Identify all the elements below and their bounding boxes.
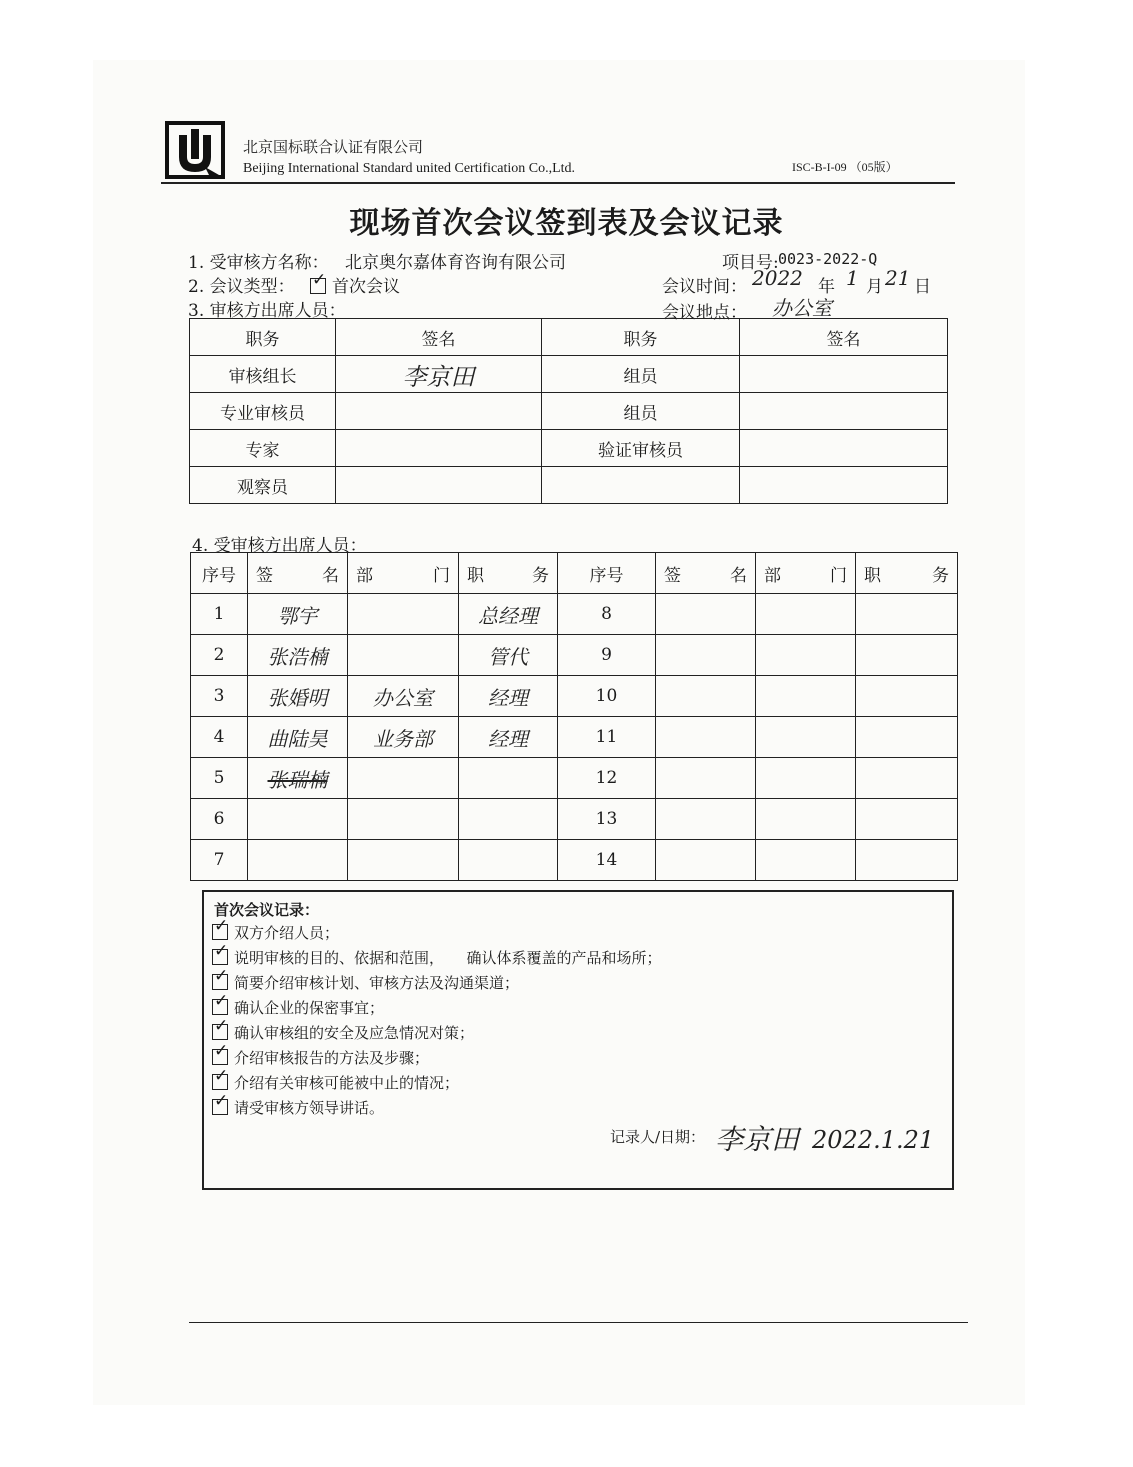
record-item: ✓确认企业的保密事宜； [212, 997, 384, 1018]
table-header: 职务 [542, 319, 740, 356]
table-header-row [190, 319, 948, 356]
table-header: 签 名 [656, 553, 756, 594]
table-row [191, 635, 958, 676]
department-cell [756, 799, 856, 840]
checkbox-icon [212, 1074, 228, 1090]
signature-cell [656, 594, 756, 635]
record-item: ✓确认审核组的安全及应急情况对策； [212, 1022, 474, 1043]
department-cell [756, 840, 856, 881]
table-row [191, 840, 958, 881]
department-cell [348, 758, 459, 799]
checkbox-icon [212, 1049, 228, 1065]
table-row [191, 594, 958, 635]
auditor-attendees-label: 3. 审核方出席人员： [188, 301, 346, 321]
month-unit: 月 [866, 277, 883, 297]
row-number: 14 [558, 840, 656, 881]
company-name-cn: 北京国标联合认证有限公司 [243, 138, 424, 156]
signature-cell [656, 799, 756, 840]
role-cell [542, 467, 740, 504]
signature-cell [336, 393, 542, 430]
checkbox-icon [212, 949, 228, 965]
position-cell [856, 758, 958, 799]
signature-cell: 张瑞楠 [248, 758, 348, 799]
row-number: 9 [558, 635, 656, 676]
signature-cell [656, 635, 756, 676]
role-cell: 验证审核员 [542, 430, 740, 467]
department-cell: 业务部 [348, 717, 459, 758]
meeting-type-label: 2. 会议类型： [188, 277, 295, 297]
row-number: 7 [191, 840, 248, 881]
meeting-type: ✓ 首次会议 [310, 272, 400, 297]
signature-cell [656, 758, 756, 799]
meeting-place-label: 会议地点： [662, 303, 747, 323]
header-rule [161, 182, 955, 184]
signature-cell [248, 840, 348, 881]
auditee-name-label: 1. 受审核方名称： [188, 253, 329, 273]
record-item: ✓介绍有关审核可能被中止的情况； [212, 1072, 459, 1093]
position-cell [856, 594, 958, 635]
position-cell: 管代 [459, 635, 558, 676]
record-item: ✓说明审核的目的、依据和范围， 确认体系覆盖的产品和场所； [212, 947, 662, 968]
department-cell [348, 594, 459, 635]
record-item: ✓请受审核方领导讲话。 [212, 1097, 384, 1118]
position-cell [459, 840, 558, 881]
form-code: ISC-B-I-09 （05版） [792, 160, 898, 174]
checkbox-icon [212, 1099, 228, 1115]
table-header: 部 门 [756, 553, 856, 594]
department-cell [756, 635, 856, 676]
signature-cell [656, 717, 756, 758]
auditee-attendance-table [190, 552, 958, 881]
footer-rule [189, 1322, 968, 1323]
position-cell [459, 799, 558, 840]
position-cell [856, 840, 958, 881]
signature-cell [740, 393, 948, 430]
table-header: 序号 [191, 553, 248, 594]
position-cell: 经理 [459, 717, 558, 758]
signature-cell: 张浩楠 [248, 635, 348, 676]
signature-cell [248, 799, 348, 840]
auditee-name: 北京奥尔嘉体育咨询有限公司 [345, 253, 566, 273]
table-header: 职务 [190, 319, 336, 356]
signature-cell [336, 430, 542, 467]
position-cell [856, 799, 958, 840]
table-row [190, 430, 948, 467]
recorder-signature: 李京田 [715, 1123, 800, 1156]
role-cell: 观察员 [190, 467, 336, 504]
row-number: 8 [558, 594, 656, 635]
checkbox-icon [212, 1024, 228, 1040]
department-cell [348, 635, 459, 676]
checkbox-icon [212, 999, 228, 1015]
signature-cell [740, 467, 948, 504]
table-row [191, 758, 958, 799]
department-cell: 办公室 [348, 676, 459, 717]
table-row [190, 356, 948, 393]
table-row [190, 467, 948, 504]
department-cell [348, 840, 459, 881]
signature-cell [336, 467, 542, 504]
row-number: 6 [191, 799, 248, 840]
project-number-label: 项目号: [722, 253, 779, 273]
recorder-label: 记录人/日期： [610, 1128, 706, 1146]
company-logo [165, 121, 227, 179]
checkbox-icon [212, 974, 228, 990]
row-number: 12 [558, 758, 656, 799]
table-header: 职 务 [459, 553, 558, 594]
auditee-attendees-label: 4. 受审核方出席人员： [192, 536, 367, 556]
signature-cell: 曲陆昊 [248, 717, 348, 758]
position-cell: 经理 [459, 676, 558, 717]
table-header-row [191, 553, 958, 594]
day-unit: 日 [914, 277, 931, 297]
table-header: 序号 [558, 553, 656, 594]
row-number: 10 [558, 676, 656, 717]
meeting-time-label: 会议时间： [662, 277, 747, 297]
department-cell [756, 717, 856, 758]
signature-cell: 李京田 [336, 356, 542, 393]
table-row [191, 676, 958, 717]
record-item: ✓介绍审核报告的方法及步骤； [212, 1047, 429, 1068]
table-header: 签 名 [248, 553, 348, 594]
auditor-attendance-table [189, 318, 948, 504]
table-header: 签名 [740, 319, 948, 356]
signature-cell: 鄂宇 [248, 594, 348, 635]
checkbox-icon [212, 924, 228, 940]
row-number: 11 [558, 717, 656, 758]
table-header: 职 务 [856, 553, 958, 594]
meeting-year: 2022 [752, 266, 803, 290]
table-row [190, 393, 948, 430]
row-number: 3 [191, 676, 248, 717]
role-cell: 专业审核员 [190, 393, 336, 430]
role-cell: 组员 [542, 356, 740, 393]
row-number: 5 [191, 758, 248, 799]
table-row [191, 799, 958, 840]
department-cell [756, 594, 856, 635]
row-number: 4 [191, 717, 248, 758]
department-cell [756, 676, 856, 717]
project-number: 0023-2022-Q [778, 250, 878, 268]
role-cell: 组员 [542, 393, 740, 430]
position-cell [459, 758, 558, 799]
meeting-month: 1 [846, 266, 859, 290]
position-cell [856, 717, 958, 758]
row-number: 1 [191, 594, 248, 635]
checkbox-icon [310, 278, 326, 294]
record-item: ✓简要介绍审核计划、审核方法及沟通渠道； [212, 972, 519, 993]
signature-cell [656, 840, 756, 881]
company-name-en: Beijing International Standard united Certification Co.,Ltd. [243, 161, 576, 176]
row-number: 13 [558, 799, 656, 840]
department-cell [756, 758, 856, 799]
meeting-day: 21 [885, 266, 911, 290]
record-item: ✓双方介绍人员； [212, 922, 339, 943]
table-row [191, 717, 958, 758]
document-title: 现场首次会议签到表及会议记录 [349, 206, 784, 241]
table-header: 签名 [336, 319, 542, 356]
signature-cell: 张婚明 [248, 676, 348, 717]
meeting-place: 办公室 [772, 296, 832, 320]
department-cell [348, 799, 459, 840]
signature-cell [740, 430, 948, 467]
meeting-record-title: 首次会议记录： [214, 901, 320, 919]
role-cell: 审核组长 [190, 356, 336, 393]
year-unit: 年 [818, 277, 835, 297]
signature-cell [740, 356, 948, 393]
signature-cell [656, 676, 756, 717]
position-cell [856, 635, 958, 676]
recorder-date: 2022.1.21 [812, 1126, 935, 1154]
position-cell [856, 676, 958, 717]
table-header: 部 门 [348, 553, 459, 594]
role-cell: 专家 [190, 430, 336, 467]
position-cell: 总经理 [459, 594, 558, 635]
row-number: 2 [191, 635, 248, 676]
